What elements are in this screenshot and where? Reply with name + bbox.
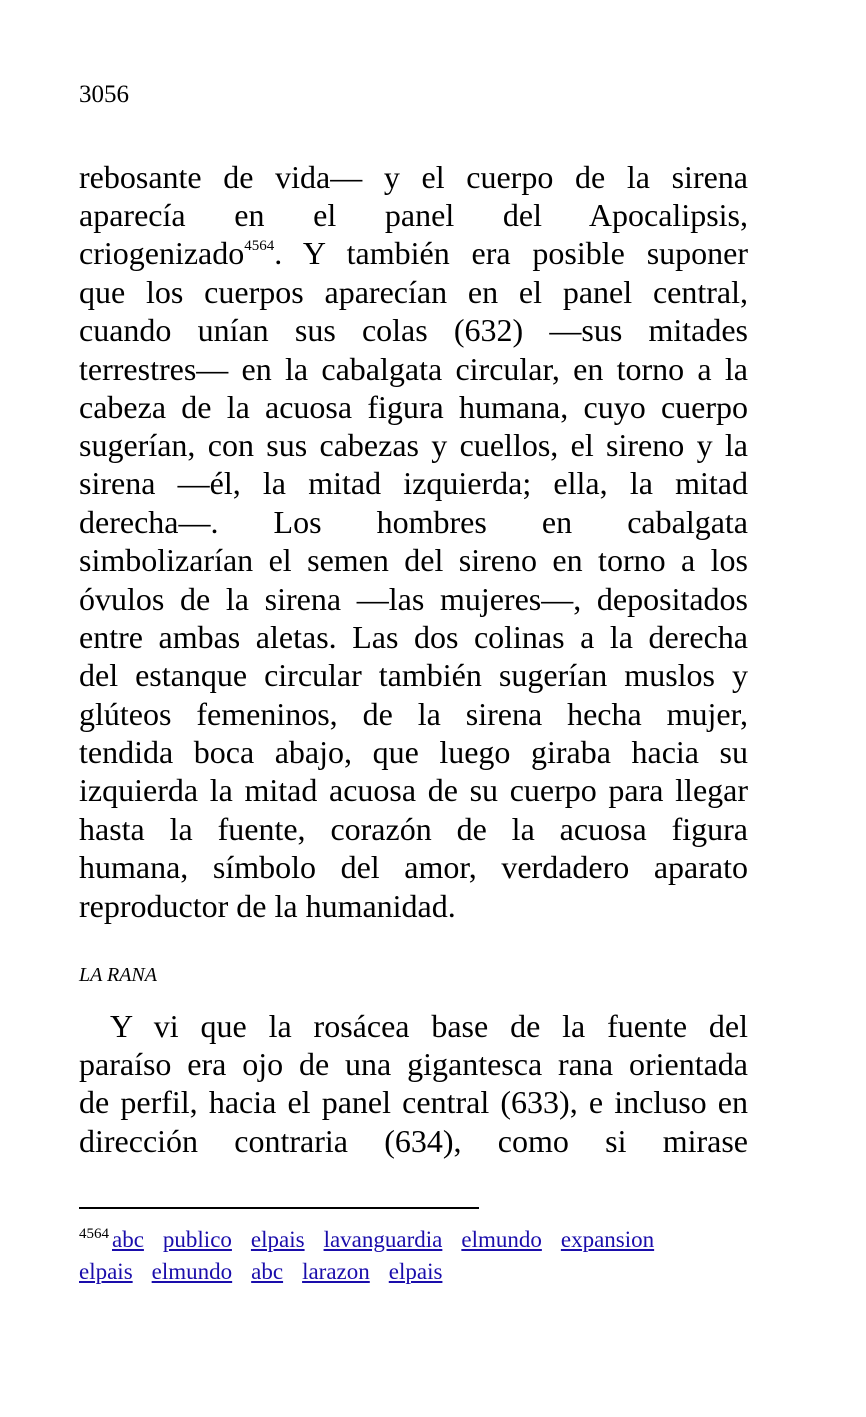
footnote-link[interactable]: abc [112, 1227, 144, 1252]
text-line: izquierda la mitad acuosa de su cuerpo para llegar [79, 772, 748, 808]
text-line: hasta la fuente, corazón de la acuosa figura [79, 811, 748, 847]
text-line: derecha—. Los hombres en cabalgata [79, 504, 748, 540]
footnote-link[interactable]: elpais [250, 1227, 305, 1252]
text-line: paraíso era ojo de una gigantesca rana orientada [79, 1046, 748, 1082]
text-line: sirena —él, la mitad izquierda; ella, la mitad [79, 465, 748, 501]
text-line: aparecía en el panel del Apocalipsis, [79, 197, 748, 233]
footnote-line-2 [79, 1258, 461, 1286]
text-line: entre ambas aletas. Las dos colinas a la derecha [79, 619, 748, 655]
footnote-link[interactable]: lavanguardia [323, 1227, 443, 1252]
text-line-with-footnote-ref [79, 234, 748, 272]
section-title: LA RANA [79, 964, 157, 986]
text-line: rebosante de vida— y el cuerpo de la sirena [79, 159, 748, 195]
footnote-link[interactable]: abc [251, 1259, 284, 1284]
text-line: Y vi que la rosácea base de la fuente del [110, 1008, 748, 1044]
page-number: 3056 [79, 81, 129, 108]
text-line: sugerían, con sus cabezas y cuellos, el sireno y la [79, 427, 748, 463]
footnote-link[interactable]: elpais [79, 1259, 133, 1284]
footnote-link[interactable]: publico [162, 1227, 232, 1252]
text-line: del estanque circular también sugerían muslos y [79, 657, 748, 693]
footnote-divider [79, 1207, 479, 1209]
text-line: terrestres— en la cabalgata circular, en torno a la [79, 351, 748, 387]
text-line: cuando unían sus colas (632) —sus mitades [79, 312, 748, 348]
footnote-link[interactable]: elmundo [151, 1259, 233, 1284]
footnote-number: 4564 [79, 1226, 109, 1242]
text-line: óvulos de la sirena —las mujeres—, depositados [79, 581, 748, 617]
text-segment: criogenizado [79, 235, 245, 271]
text-line: reproductor de la humanidad. [79, 888, 456, 924]
text-line: simbolizarían el semen del sireno en torno a los [79, 542, 748, 578]
text-line: humana, símbolo del amor, verdadero aparato [79, 849, 748, 885]
text-segment: . Y también era posible suponer [274, 235, 748, 271]
text-line: dirección contraria (634), como si mirase [79, 1123, 748, 1159]
text-line: que los cuerpos aparecían en el panel central, [79, 274, 748, 310]
footnote-line-1 [79, 1226, 673, 1254]
text-line: de perfil, hacia el panel central (633), e incluso en [79, 1084, 748, 1120]
footnote-link[interactable]: expansion [560, 1227, 655, 1252]
footnote-link[interactable]: larazon [302, 1259, 370, 1284]
text-line: tendida boca abajo, que luego giraba hacia su [79, 734, 748, 770]
footnote-link[interactable]: elpais [388, 1259, 443, 1284]
footnote-reference[interactable]: 4564 [244, 238, 275, 254]
text-line: cabeza de la acuosa figura humana, cuyo cuerpo [79, 389, 748, 425]
text-line: glúteos femeninos, de la sirena hecha mujer, [79, 696, 748, 732]
footnote-link[interactable]: elmundo [461, 1227, 542, 1252]
